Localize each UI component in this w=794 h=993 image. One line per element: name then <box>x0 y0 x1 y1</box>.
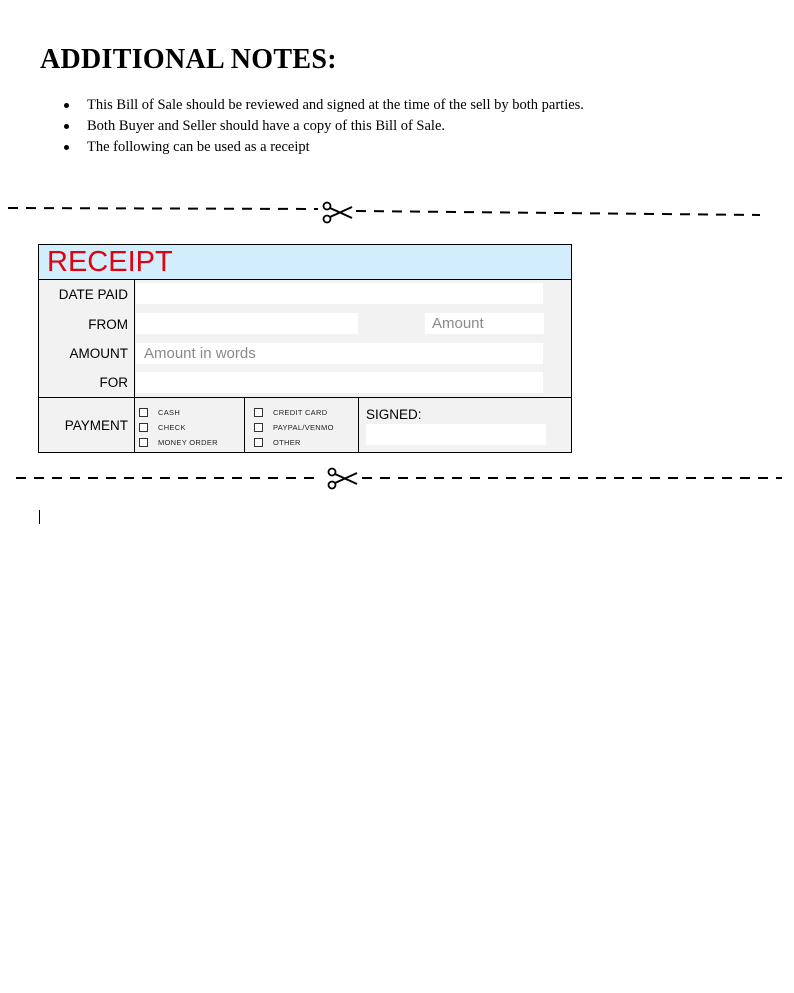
for-field[interactable] <box>136 372 543 393</box>
note-text: This Bill of Sale should be reviewed and signed at the time of the sell by both parties. <box>87 97 584 113</box>
bullet-icon <box>64 103 69 108</box>
checkbox-icon[interactable] <box>139 438 148 447</box>
scissors-icon <box>329 469 358 489</box>
checkbox-icon[interactable] <box>139 423 148 432</box>
from-label: FROM <box>39 309 135 339</box>
row-amount <box>39 339 571 369</box>
checkbox-money-order[interactable] <box>139 438 218 447</box>
bullet-icon <box>64 145 69 150</box>
checkbox-icon[interactable] <box>254 423 263 432</box>
list-item <box>64 137 584 158</box>
row-date-paid <box>39 280 571 310</box>
payment-label: PAYMENT <box>39 398 135 452</box>
list-item <box>64 116 584 137</box>
checkbox-icon[interactable] <box>139 408 148 417</box>
scissors-icon <box>324 203 353 223</box>
option-label: CASH <box>158 408 181 417</box>
for-label: FOR <box>39 368 135 397</box>
checkbox-cash[interactable] <box>139 408 180 417</box>
option-label: CREDIT CARD <box>273 408 328 417</box>
row-payment <box>39 398 571 452</box>
signed-label: SIGNED: <box>366 407 422 422</box>
cut-line-bottom <box>0 465 794 495</box>
checkbox-check[interactable] <box>139 423 186 432</box>
receipt-header <box>39 245 571 280</box>
amount-placeholder: Amount <box>432 315 484 332</box>
option-label: MONEY ORDER <box>158 438 218 447</box>
checkbox-credit-card[interactable] <box>254 408 327 417</box>
amount-field[interactable] <box>425 313 544 334</box>
note-text: The following can be used as a receipt <box>87 139 310 155</box>
row-for <box>39 368 571 398</box>
cut-line-top <box>0 198 794 228</box>
amount-in-words-placeholder: Amount in words <box>144 345 256 362</box>
checkbox-icon[interactable] <box>254 438 263 447</box>
date-paid-field[interactable] <box>136 283 543 304</box>
receipt-form <box>38 244 572 453</box>
list-item <box>64 95 584 116</box>
receipt-title: RECEIPT <box>47 246 173 278</box>
note-text: Both Buyer and Seller should have a copy of this Bill of Sale. <box>87 118 446 134</box>
amount-label: AMOUNT <box>39 339 135 368</box>
row-from <box>39 309 571 340</box>
amount-in-words-field[interactable] <box>136 343 543 364</box>
signature-field[interactable] <box>366 424 546 445</box>
bullet-icon <box>64 124 69 129</box>
option-label: CHECK <box>158 423 186 432</box>
divider <box>358 398 359 452</box>
text-cursor <box>39 510 40 524</box>
checkbox-paypal-venmo[interactable] <box>254 423 334 432</box>
from-field[interactable] <box>136 313 358 334</box>
divider <box>244 398 245 452</box>
notes-heading: ADDITIONAL NOTES: <box>40 44 337 75</box>
checkbox-icon[interactable] <box>254 408 263 417</box>
date-paid-label: DATE PAID <box>39 280 135 309</box>
option-label: PAYPAL/VENMO <box>273 423 334 432</box>
notes-list <box>64 95 584 158</box>
option-label: OTHER <box>273 438 301 447</box>
checkbox-other[interactable] <box>254 438 301 447</box>
